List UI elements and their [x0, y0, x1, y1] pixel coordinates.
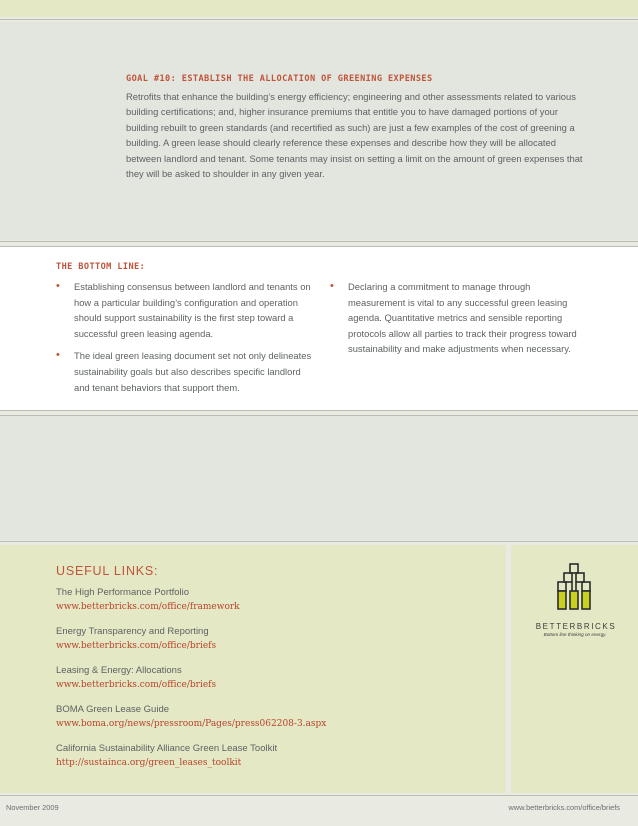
top-band	[0, 0, 638, 17]
link-url[interactable]: www.betterbricks.com/office/briefs	[56, 680, 217, 690]
list-item	[330, 279, 586, 357]
goal-body: Retrofits that enhance the building’s energy efficiency; engineering and other assessments related to various building certifications; and, higher insurance premiums that entitle you to have damaged portions of your building rebuilt to green standards (and recertified as such) are just a few examples of the cost of greening a building. A green lease should clearly reference these expenses and describe how they will be allocated between landlord and tenant. Some tenants may insist on setting a limit on the amount of green expenses that they will be asked to shoulder in any given year.	[126, 91, 583, 180]
logo-name: BETTERBRICKS	[535, 622, 617, 631]
list-item	[56, 348, 312, 395]
divider-line	[0, 19, 638, 20]
goal-title: GOAL #10: ESTABLISH THE ALLOCATION OF GREENING EXPENSES	[126, 74, 433, 84]
link-label: Leasing & Energy: Allocations	[56, 665, 182, 676]
bullet-icon: •	[330, 280, 334, 292]
footer-date: November 2009	[6, 803, 59, 812]
link-url[interactable]: http://sustainca.org/green_leases_toolkit	[56, 758, 242, 768]
link-item	[56, 664, 216, 692]
divider-line	[0, 541, 638, 542]
bottom-line-title: THE BOTTOM LINE:	[56, 262, 146, 272]
footer-url[interactable]: www.betterbricks.com/office/briefs	[508, 803, 620, 812]
useful-links-title: USEFUL LINKS:	[56, 564, 159, 578]
link-url[interactable]: www.betterbricks.com/office/framework	[56, 602, 240, 612]
divider-line	[0, 246, 638, 247]
divider-line	[0, 241, 638, 242]
link-label: BOMA Green Lease Guide	[56, 704, 170, 715]
bullet-text: Declaring a commitment to manage through measurement is vital to any successful green leasing agenda. Quantitative metrics and sensible reporting protocols allow all parties to track their progress toward sustainability and make adjustments when necessary.	[348, 281, 577, 355]
empty-panel	[0, 416, 638, 540]
betterbricks-logo-icon	[555, 563, 593, 611]
divider-line	[0, 410, 638, 411]
link-label: The High Performance Portfolio	[56, 587, 190, 598]
link-url[interactable]: www.betterbricks.com/office/briefs	[56, 641, 217, 651]
divider-line	[0, 415, 638, 416]
bottom-line-left-list	[56, 279, 312, 402]
bullet-icon: •	[56, 280, 60, 292]
link-item	[56, 625, 216, 653]
divider-line	[0, 795, 638, 796]
logo-tagline: Bottom line thinking on energy.	[543, 632, 607, 637]
link-item	[56, 703, 326, 731]
list-item	[56, 279, 312, 341]
bullet-icon: •	[56, 349, 60, 362]
bottom-line-right-list	[330, 279, 586, 364]
bullet-text: The ideal green leasing document set not only delineates sustainability goals but also describes specific landlord and tenant behaviors that support them.	[74, 350, 312, 393]
link-url[interactable]: www.boma.org/news/pressroom/Pages/press062208-3.aspx	[56, 719, 327, 729]
link-label: Energy Transparency and Reporting	[56, 626, 209, 637]
link-label: California Sustainability Alliance Green Lease Toolkit	[56, 743, 278, 754]
link-item	[56, 742, 277, 770]
bullet-text: Establishing consensus between landlord and tenants on how a particular building’s configuration and operation should support sustainability is the first step toward a successful green leasing agenda.	[74, 281, 311, 339]
link-item	[56, 586, 240, 614]
